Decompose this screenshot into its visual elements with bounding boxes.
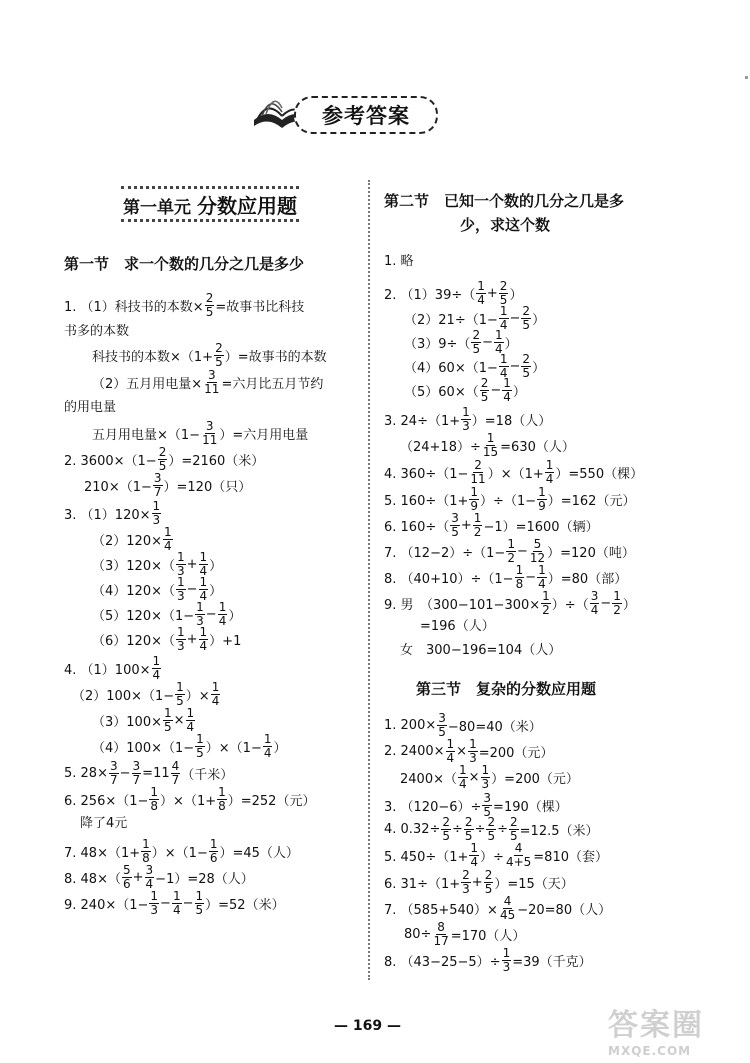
answer-line: （2）21÷（1− $\frac{1}{4}$ − $\frac{2}{5}$ ）: [404, 304, 546, 332]
header-title: 参考答案: [294, 96, 438, 134]
page-number: — 169 —: [334, 1018, 401, 1034]
answer-line: 1. 200× $\frac{3}{5}$ −80=40（米）: [384, 711, 542, 739]
answer-line: （2）100×（1− $\frac{1}{5}$ ）× $\frac{1}{4}$: [72, 680, 220, 708]
answer-line: （4）100×（1− $\frac{1}{5}$ ）×（1− $\frac{1}{4}$ ）: [92, 732, 287, 760]
unit-prefix: 第一单元: [123, 198, 191, 218]
answer-line: 9. 男 （300−101−300× $\frac{1}{2}$ ）÷（ $\frac{3}{4}$ − $\frac{1}{2}$ ）: [384, 589, 636, 617]
answer-line: （4）120×（ $\frac{1}{3}$ − $\frac{1}{4}$ ）: [92, 575, 223, 603]
corner-mark: [745, 76, 748, 79]
answer-line: （3）9÷（ $\frac{2}{5}$ − $\frac{1}{4}$ ）: [404, 328, 518, 356]
answer-line: 2. 3600×（1− $\frac{2}{5}$ ）=2160（米）: [64, 445, 265, 473]
answer-line: 7. 48×（1+ $\frac{1}{8}$ ）×（1− $\frac{1}{6}$ ）=45（人）: [64, 837, 299, 865]
section-2-title: 第二节 已知一个数的几分之几是多: [384, 192, 625, 210]
answer-line: 6. 31÷（1+ $\frac{2}{3}$ + $\frac{2}{5}$ ）=15（天）: [384, 868, 574, 896]
answer-line: 6. 160÷（ $\frac{3}{5}$ + $\frac{1}{2}$ −1）=1600（辆）: [384, 511, 599, 539]
answer-line: 的用电量: [64, 400, 117, 415]
answer-line: （2）五月用电量× $\frac{3}{11}$ =六月比五月节约: [92, 368, 324, 396]
answer-line: （4）60×（1− $\frac{1}{4}$ − $\frac{2}{5}$ ）: [404, 352, 546, 380]
answer-line: 3. （120−6）÷ $\frac{3}{5}$ =190（棵）: [384, 791, 568, 819]
answer-line: 7. （12−2）÷（1− $\frac{1}{2}$ − $\frac{5}{12}$ ）=120（吨）: [384, 537, 635, 565]
watermark: [608, 1000, 738, 1060]
answer-line: 80÷ $\frac{8}{17}$ =170（人）: [404, 920, 526, 948]
answer-line: 210×（1− $\frac{3}{7}$ ）=120（只）: [84, 471, 252, 499]
section-1-title: 第一节 求一个数的几分之几是多少: [64, 255, 305, 273]
answer-line: 降了4元: [80, 816, 128, 831]
answer-line: 2. 2400× $\frac{1}{4}$ × $\frac{1}{3}$ =200（元）: [384, 737, 554, 765]
answer-line: 8. （40+10）÷（1− $\frac{1}{8}$ − $\frac{1}{4}$ ）=80（部）: [384, 563, 628, 591]
header-badge: [250, 84, 450, 148]
answer-line: （5）60×（ $\frac{2}{5}$ − $\frac{1}{4}$ ）: [404, 376, 526, 404]
answer-line: （24+18）÷ $\frac{1}{15}$ =630（人）: [400, 431, 575, 459]
answer-line: 4. 0.32÷ $\frac{2}{5}$ ÷ $\frac{2}{5}$ ÷ $\frac{2}{5}$ ÷ $\frac{2}{5}$ =12.5（米）: [384, 815, 599, 843]
answer-line: 8. 48×（ $\frac{5}{6}$ + $\frac{3}{4}$ −1）=28（人）: [64, 863, 254, 891]
answer-line: 2400×（ $\frac{1}{4}$ × $\frac{1}{3}$ ）=200（元）: [400, 763, 579, 791]
watermark-title: 答案圈: [608, 1008, 704, 1043]
answer-line: 4. （1）100× $\frac{1}{4}$: [64, 654, 161, 682]
section-3-title: 第三节 复杂的分数应用题: [416, 680, 597, 698]
answer-line: 书多的本数: [64, 324, 130, 339]
unit-title: [115, 186, 305, 226]
answer-line: 7. （585+540）× $\frac{4}{45}$ −20=80（人）: [384, 894, 612, 922]
answer-line: 5. 450÷（1+ $\frac{1}{4}$ ）÷ $\frac{4}{4+5}$ =810（套）: [384, 841, 608, 869]
answer-line: （3）100× $\frac{1}{5}$ × $\frac{1}{4}$: [92, 706, 195, 734]
answer-line: 8. （43−25−5）÷ $\frac{1}{3}$ =39（千克）: [384, 946, 592, 974]
answer-line: 科技书的本数×（1+ $\frac{2}{5}$ ）=故事书的本数: [92, 341, 327, 369]
section-2-title-cont: 少，求这个数: [460, 216, 551, 234]
answer-line: 5. 28× $\frac{3}{7}$ − $\frac{3}{7}$ =11 $\frac{4}{7}$ （千米）: [64, 759, 234, 787]
answer-line: 3. （1）120× $\frac{1}{3}$: [64, 499, 161, 527]
answer-line: 女 300−196=104（人）: [400, 643, 562, 658]
answer-line: 五月用电量×（1− $\frac{3}{11}$ ）=六月用电量: [92, 419, 309, 447]
answer-line: 5. 160÷（1+ $\frac{1}{9}$ ）÷（1− $\frac{1}{9}$ ）=162（元）: [384, 485, 636, 513]
answer-line: 9. 240×（1− $\frac{1}{3}$ − $\frac{1}{4}$ − $\frac{1}{5}$ ）=52（米）: [64, 889, 285, 917]
answer-line: （2）120× $\frac{1}{4}$: [92, 525, 172, 553]
answer-line: 2. （1）39÷（ $\frac{1}{4}$ + $\frac{2}{5}$ ）: [384, 279, 523, 307]
column-divider: [368, 180, 370, 980]
watermark-url: MXQE.COM: [608, 1044, 692, 1058]
answer-line: 3. 24÷（1+ $\frac{1}{3}$ ）=18（人）: [384, 405, 552, 433]
answer-line: 6. 256×（1− $\frac{1}{8}$ ）×（1+ $\frac{1}{8}$ ）=252（元）: [64, 785, 316, 813]
unit-name: 分数应用题: [197, 194, 297, 218]
answer-line: 1. 略: [384, 254, 414, 269]
answer-line: 1. （1）科技书的本数× $\frac{2}{5}$ =故事书比科技: [64, 291, 305, 319]
answer-line: （5）120×（1− $\frac{1}{3}$ − $\frac{1}{4}$ ）: [92, 600, 242, 628]
answer-line: =196（人）: [420, 619, 495, 634]
answer-line: 4. 360÷（1− $\frac{2}{11}$ ）×（1+ $\frac{1}{4}$ ）=550（棵）: [384, 458, 644, 486]
answer-line: （6）120×（ $\frac{1}{3}$ + $\frac{1}{4}$ ）+1: [92, 625, 242, 653]
answer-line: （3）120×（ $\frac{1}{3}$ + $\frac{1}{4}$ ）: [92, 550, 223, 578]
